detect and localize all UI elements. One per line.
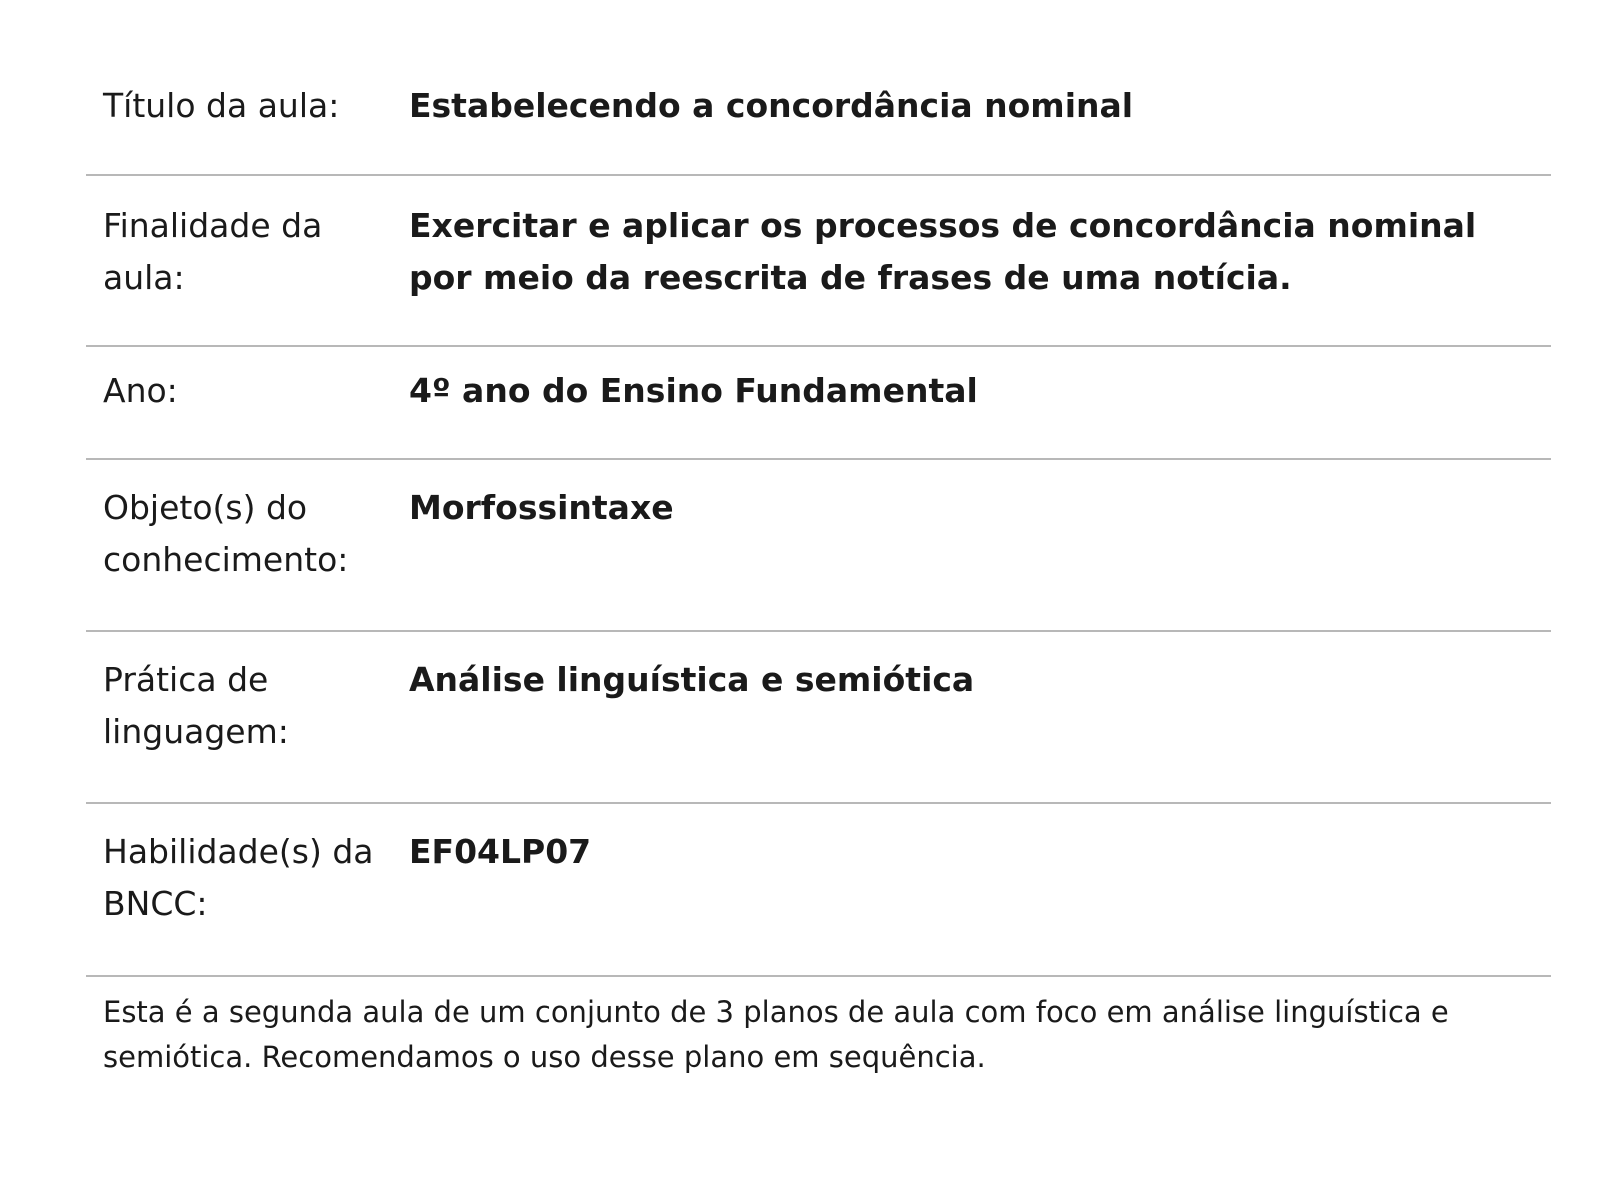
row-ano (86, 347, 1551, 460)
lesson-info-table (86, 56, 1551, 977)
row-titulo (86, 56, 1551, 176)
value-finalidade: Exercitar e aplicar os processos de concordância nominal por meio da reescrita de frases de uma notícia. (409, 206, 1477, 297)
value-habilidade: EF04LP07 (409, 832, 592, 871)
row-habilidade (86, 804, 1551, 977)
value-titulo: Estabelecendo a concordância nominal (409, 86, 1134, 125)
label-finalidade: Finalidade da aula: (103, 206, 323, 297)
row-objeto (86, 460, 1551, 632)
label-objeto: Objeto(s) do conhecimento: (103, 488, 349, 579)
value-ano: 4º ano do Ensino Fundamental (409, 371, 978, 410)
label-titulo: Título da aula: (103, 86, 340, 125)
label-ano: Ano: (103, 371, 178, 410)
value-pratica: Análise linguística e semiótica (409, 660, 975, 699)
row-finalidade (86, 176, 1551, 347)
row-pratica (86, 632, 1551, 804)
label-habilidade: Habilidade(s) da BNCC: (103, 832, 374, 923)
label-pratica: Prática de linguagem: (103, 660, 289, 751)
sequence-note: Esta é a segunda aula de um conjunto de 3 planos de aula com foco em análise linguística e semiótica. Recomendamos o uso desse plano em sequência. (103, 995, 1449, 1074)
value-objeto: Morfossintaxe (409, 488, 674, 527)
